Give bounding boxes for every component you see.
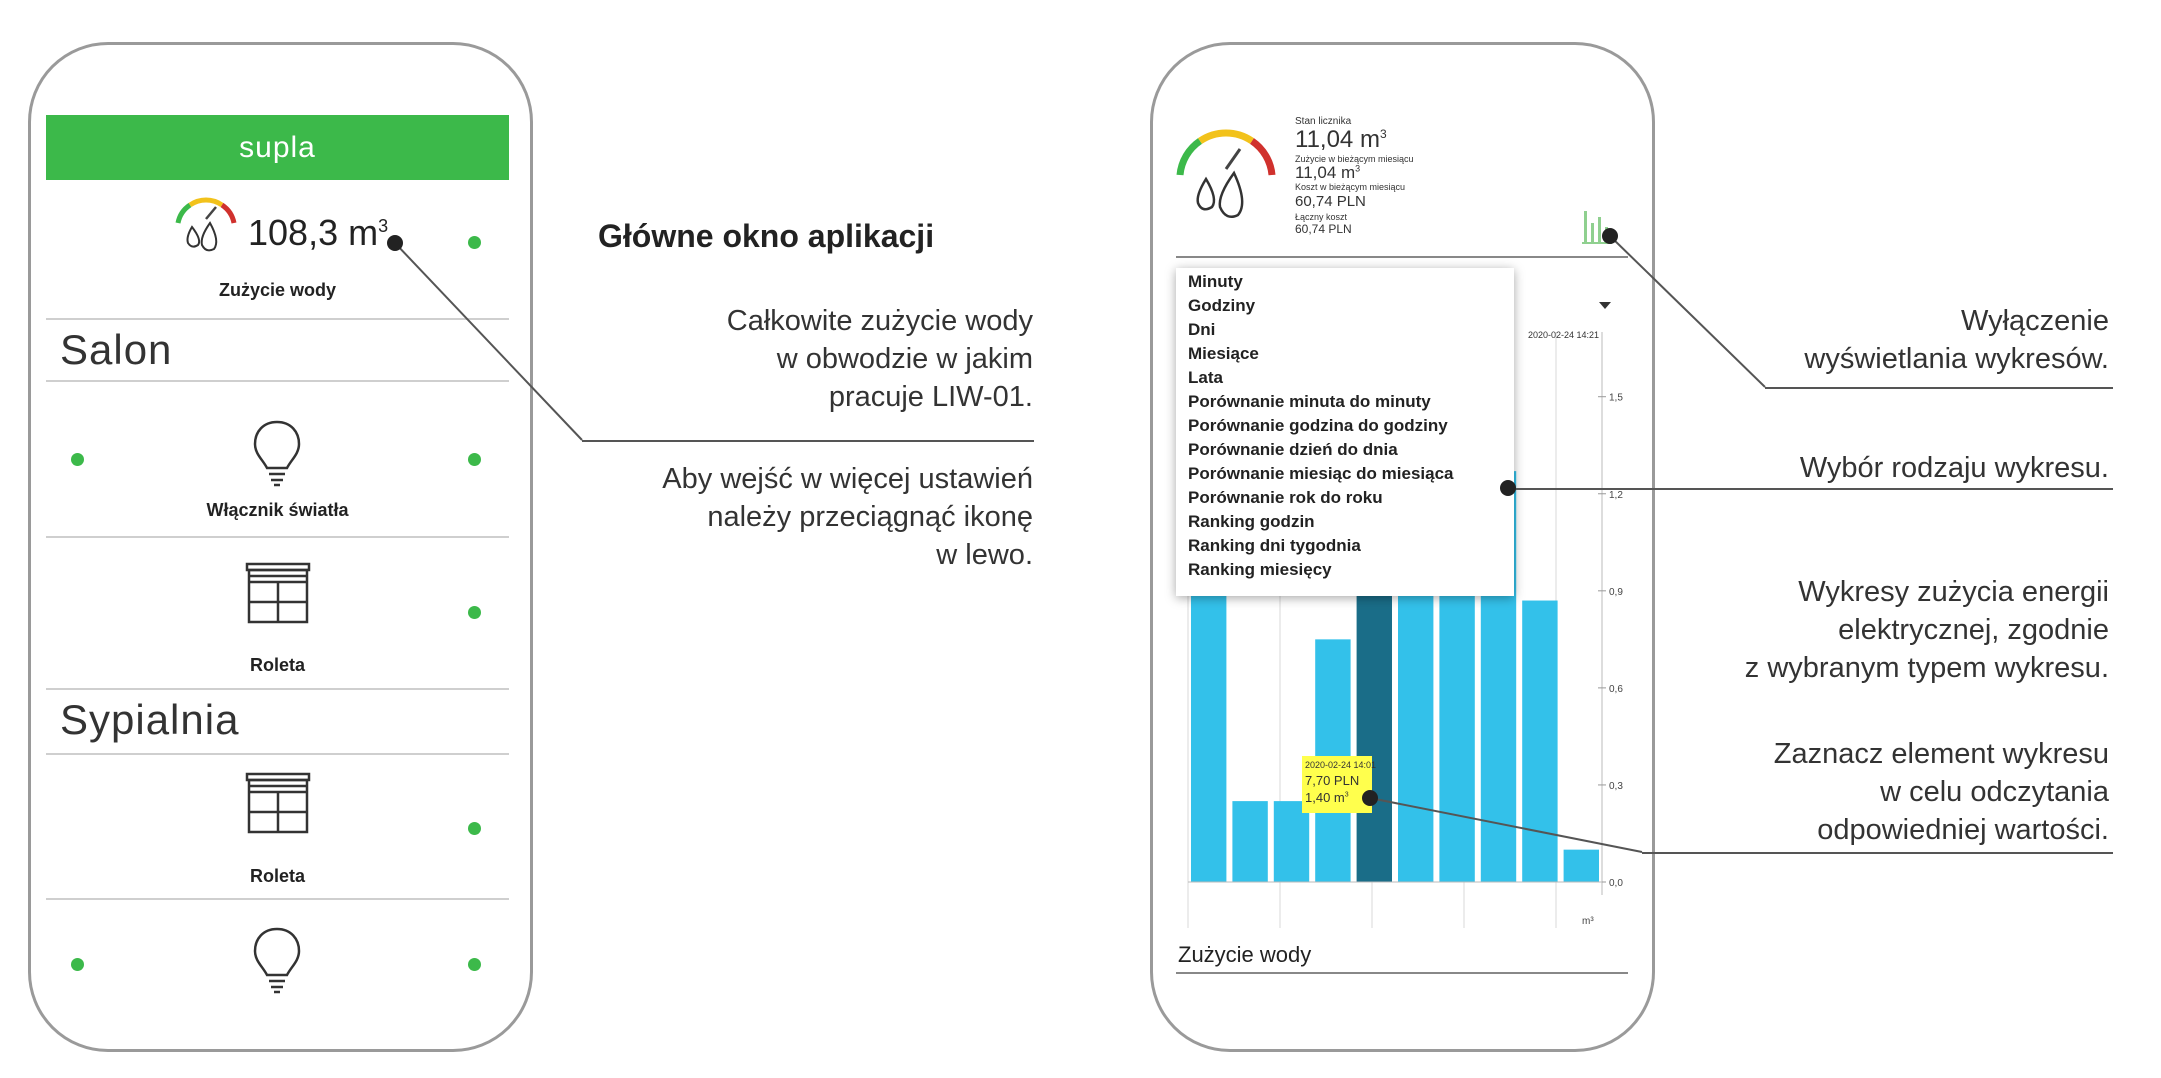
- description-paragraph: Całkowite zużycie wody w obwodzie w jakim pracuje LIW-01.: [726, 305, 1033, 413]
- chart-type-option[interactable]: Dni: [1188, 320, 1216, 339]
- total-cost-label: Łączny koszt: [1295, 212, 1348, 222]
- y-axis-unit: m³: [1582, 916, 1594, 927]
- month-usage-value: 11,04 $m^3$: [1295, 163, 1361, 182]
- chart-type-option[interactable]: Porównanie miesiąc do miesiąca: [1188, 464, 1454, 483]
- chart-type-option[interactable]: Minuty: [1188, 272, 1243, 291]
- meter-value: 11,04 $m^3$: [1295, 126, 1387, 153]
- meter-label: Stan licznika: [1295, 116, 1352, 127]
- annotation-charts: Wykresy zużycia energii elektrycznej, zgodnie z wybranym typem wykresu.: [1744, 576, 2109, 684]
- chart-type-option[interactable]: Godziny: [1188, 296, 1256, 315]
- month-cost-label: Koszt w bieżącym miesiącu: [1295, 182, 1406, 192]
- meter-value: 108,3 $m^3$: [248, 212, 389, 253]
- meter-caption: Zużycie wody: [218, 280, 337, 300]
- channel-caption: Zużycie wody: [1178, 942, 1312, 967]
- location-sypialnia[interactable]: Sypialnia: [60, 696, 240, 743]
- tooltip-date: 2020-02-24 14:01: [1305, 760, 1377, 770]
- app-title: supla: [239, 131, 316, 164]
- y-tick-label: 0,6: [1609, 683, 1623, 695]
- chart-type-option[interactable]: Ranking miesięcy: [1188, 560, 1332, 579]
- chart-type-option[interactable]: Porównanie minuta do minuty: [1188, 392, 1431, 411]
- channel-caption-roller: Roleta: [249, 866, 305, 886]
- chart-type-option[interactable]: Porównanie rok do roku: [1188, 488, 1383, 507]
- annotation-select-element: Zaznacz element wykresu w celu odczytania odpowiedniej wartości.: [1773, 738, 2109, 846]
- section-heading: Główne okno aplikacji: [598, 218, 935, 254]
- channel-caption-light: Włącznik światła: [206, 500, 349, 520]
- location-salon[interactable]: Salon: [60, 326, 173, 373]
- chart-type-option[interactable]: Porównanie godzina do godziny: [1188, 416, 1448, 435]
- channel-caption-roller: Roleta: [249, 655, 305, 675]
- chart-type-option[interactable]: Ranking dni tygodnia: [1188, 536, 1361, 555]
- tooltip-value: 1,40 $m^3$: [1305, 790, 1349, 805]
- annotation-chart-type: Wybór rodzaju wykresu.: [1799, 452, 2109, 484]
- month-usage-label: Zużycie w bieżącym miesiącu: [1295, 154, 1414, 164]
- y-tick-label: 0,3: [1609, 780, 1623, 792]
- y-tick-label: 1,2: [1609, 489, 1623, 501]
- instruction-paragraph: Aby wejść w więcej ustawień należy przeciągnąć ikonę w lewo.: [662, 463, 1033, 571]
- chart-type-option[interactable]: Miesiące: [1188, 344, 1259, 363]
- chart-type-option[interactable]: Porównanie dzień do dnia: [1188, 440, 1398, 459]
- tooltip-cost: 7,70 PLN: [1305, 773, 1360, 788]
- annotation-chart-toggle: Wyłączenie wyświetlania wykresów.: [1804, 305, 2109, 375]
- chart-type-option[interactable]: Ranking godzin: [1188, 512, 1315, 531]
- y-tick-label: 1,5: [1609, 392, 1623, 404]
- month-cost-value: 60,74 PLN: [1295, 193, 1366, 210]
- chart-header-date: 2020-02-24 14:21: [1528, 330, 1600, 340]
- total-cost-value: 60,74 PLN: [1295, 222, 1352, 236]
- y-tick-label: 0,0: [1609, 878, 1623, 889]
- y-tick-label: 0,9: [1609, 586, 1623, 598]
- chart-type-option[interactable]: Lata: [1188, 368, 1223, 387]
